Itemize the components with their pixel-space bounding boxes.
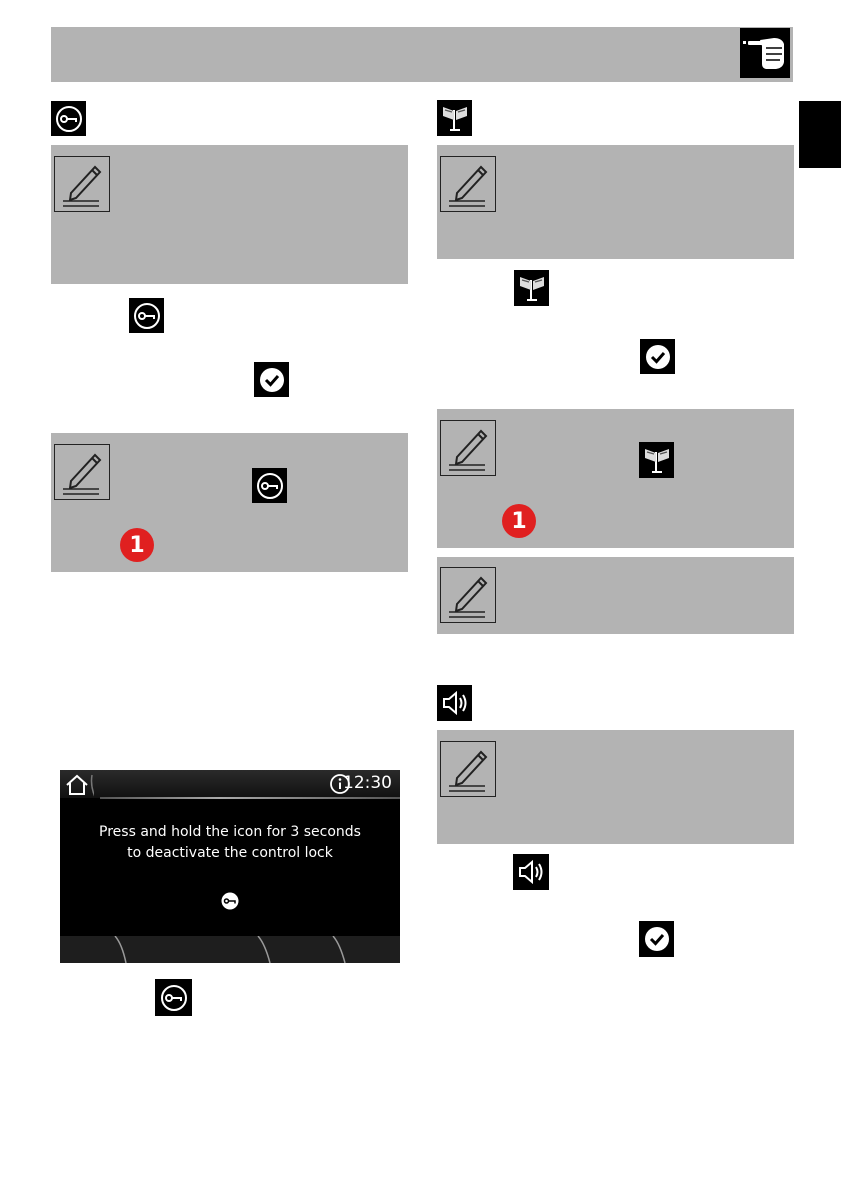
numbered-badge: 1 bbox=[502, 504, 536, 538]
speaker-icon bbox=[437, 685, 472, 721]
oven-display-screen bbox=[60, 770, 400, 963]
checkmark-icon bbox=[639, 921, 674, 957]
header-bar bbox=[51, 27, 793, 82]
note-panel bbox=[437, 409, 794, 548]
home-icon[interactable] bbox=[64, 773, 94, 802]
key-icon bbox=[155, 979, 192, 1016]
key-icon bbox=[51, 101, 86, 136]
pencil-note-icon bbox=[440, 741, 496, 797]
screen-separator bbox=[100, 797, 400, 799]
checkmark-icon bbox=[640, 339, 675, 374]
note-panel bbox=[437, 730, 794, 844]
numbered-badge: 1 bbox=[120, 528, 154, 562]
note-panel bbox=[51, 145, 408, 284]
checkmark-icon bbox=[254, 362, 289, 397]
note-panel bbox=[437, 145, 794, 259]
pencil-note-icon bbox=[440, 567, 496, 623]
lock-message bbox=[60, 822, 400, 864]
flags-icon bbox=[437, 100, 472, 136]
flags-icon bbox=[514, 270, 549, 306]
clock-time: 12:30 bbox=[343, 773, 392, 793]
lock-message-line2: to deactivate the control lock bbox=[127, 845, 333, 861]
key-icon bbox=[252, 468, 287, 503]
note-panel bbox=[437, 557, 794, 634]
pencil-note-icon bbox=[54, 444, 110, 500]
pointing-hand-icon bbox=[740, 28, 790, 78]
pencil-note-icon bbox=[440, 156, 496, 212]
key-icon[interactable] bbox=[220, 891, 240, 916]
pencil-note-icon bbox=[54, 156, 110, 212]
pencil-note-icon bbox=[440, 420, 496, 476]
side-tab-marker bbox=[799, 101, 841, 168]
note-panel bbox=[51, 433, 408, 572]
lock-message-line1: Press and hold the icon for 3 seconds bbox=[99, 824, 361, 840]
speaker-icon bbox=[513, 854, 549, 890]
screen-bottom-tabs bbox=[60, 936, 400, 963]
key-icon bbox=[129, 298, 164, 333]
flags-icon bbox=[639, 442, 674, 478]
